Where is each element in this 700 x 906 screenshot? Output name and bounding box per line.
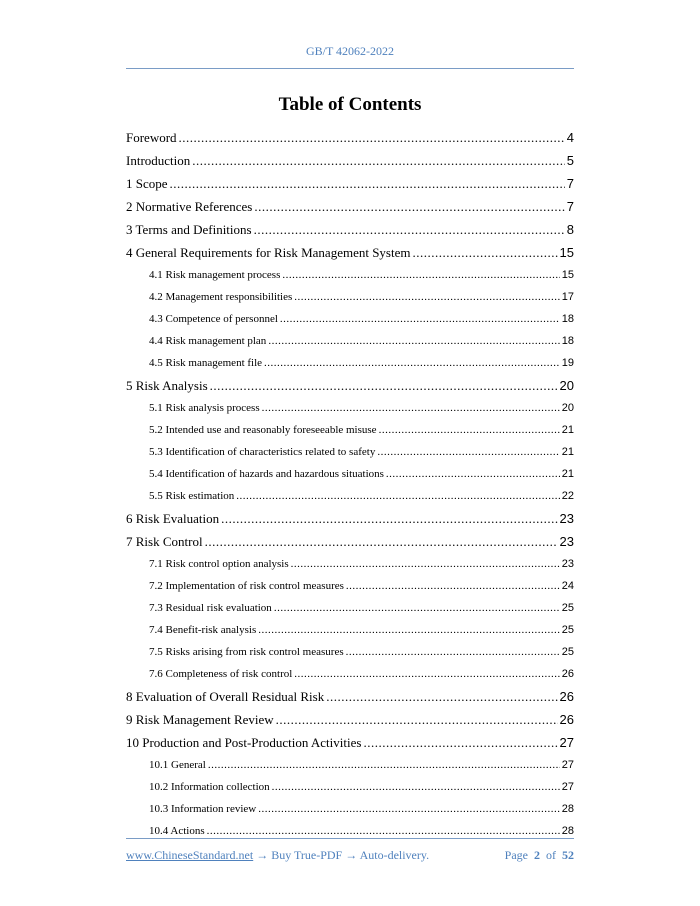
dot-leader xyxy=(379,419,560,441)
dot-leader xyxy=(346,641,560,663)
toc-entry-label: 1 Scope xyxy=(126,176,168,191)
dot-leader xyxy=(282,264,559,286)
toc-page-number: 28 xyxy=(561,825,574,837)
dot-leader xyxy=(262,397,560,419)
toc-entry-label: 5.4 Identification of hazards and hazardous situations xyxy=(149,468,384,480)
toc-page-number: 25 xyxy=(561,624,574,636)
toc-page-number: 23 xyxy=(561,558,574,570)
dot-leader xyxy=(377,441,559,463)
dot-leader xyxy=(258,619,560,641)
toc-entry-label: 10 Production and Post-Production Activities xyxy=(126,735,362,750)
dot-leader xyxy=(413,241,558,264)
toc-entry-label: 5.1 Risk analysis process xyxy=(149,402,260,414)
dot-leader xyxy=(254,218,565,241)
toc-page-number: 23 xyxy=(559,511,574,526)
toc-subentry[interactable] xyxy=(126,441,574,463)
toc-entry[interactable] xyxy=(126,530,574,553)
toc-entry-label: 8 Evaluation of Overall Residual Risk xyxy=(126,689,325,704)
footer-promo xyxy=(126,848,429,863)
of-word: of xyxy=(546,848,556,862)
toc-subentry[interactable] xyxy=(126,330,574,352)
toc-entry[interactable] xyxy=(126,172,574,195)
toc-entry-label: 7.3 Residual risk evaluation xyxy=(149,602,272,614)
toc-subentry[interactable] xyxy=(126,397,574,419)
toc-subentry[interactable] xyxy=(126,641,574,663)
dot-leader xyxy=(294,286,559,308)
toc-entry-label: 7.2 Implementation of risk control measures xyxy=(149,580,344,592)
toc-subentry[interactable] xyxy=(126,776,574,798)
toc-entry-label: 4 General Requirements for Risk Management System xyxy=(126,245,411,260)
toc-entry-label: 2 Normative References xyxy=(126,199,253,214)
toc-entry[interactable] xyxy=(126,685,574,708)
toc-entry-label: Foreword xyxy=(126,130,177,145)
running-header-code: GB/T 42062-2022 xyxy=(305,44,395,58)
dot-leader xyxy=(192,149,565,172)
header-divider xyxy=(126,68,574,69)
dot-leader xyxy=(210,374,558,397)
toc-page-number: 20 xyxy=(559,378,574,393)
dot-leader xyxy=(272,776,560,798)
website-link[interactable]: www.ChineseStandard.net xyxy=(126,848,254,862)
dot-leader xyxy=(386,463,560,485)
toc-subentry[interactable] xyxy=(126,619,574,641)
toc-entry-label: 5.3 Identification of characteristics related to safety xyxy=(149,446,376,458)
dot-leader xyxy=(236,485,560,507)
toc-entry-label: 9 Risk Management Review xyxy=(126,712,274,727)
toc-page-number: 7 xyxy=(566,199,574,214)
toc-entry-label: 4.4 Risk management plan xyxy=(149,335,267,347)
dot-leader xyxy=(268,330,559,352)
toc-entry-label: 6 Risk Evaluation xyxy=(126,511,220,526)
toc-subentry[interactable] xyxy=(126,419,574,441)
toc-page-number: 4 xyxy=(566,130,574,145)
toc-subentry[interactable] xyxy=(126,553,574,575)
toc-page-number: 18 xyxy=(561,335,574,347)
toc-entry-label: 7.1 Risk control option analysis xyxy=(149,558,289,570)
toc-page-number: 18 xyxy=(561,313,574,325)
toc-page-number: 24 xyxy=(561,580,574,592)
toc-page-number: 20 xyxy=(561,402,574,414)
dot-leader xyxy=(280,308,560,330)
toc-entry[interactable] xyxy=(126,708,574,731)
toc-entry-label: 7.4 Benefit-risk analysis xyxy=(149,624,257,636)
toc-entry-label: 7.6 Completeness of risk control xyxy=(149,668,293,680)
toc-entry[interactable] xyxy=(126,507,574,530)
toc-entry[interactable] xyxy=(126,195,574,218)
toc-entry[interactable] xyxy=(126,241,574,264)
toc-entry-label: 10.2 Information collection xyxy=(149,781,270,793)
toc-page-number: 26 xyxy=(561,668,574,680)
toc-entry-label: 4.5 Risk management file xyxy=(149,357,263,369)
toc-subentry[interactable] xyxy=(126,286,574,308)
toc-entry-label: 4.3 Competence of personnel xyxy=(149,313,278,325)
dot-leader xyxy=(254,195,564,218)
dot-leader xyxy=(264,352,560,374)
toc-entry-label: 4.1 Risk management process xyxy=(149,269,281,281)
toc-page-number: 23 xyxy=(559,534,574,549)
toc-page-number: 21 xyxy=(561,446,574,458)
toc-entry-label: 7 Risk Control xyxy=(126,534,203,549)
dot-leader xyxy=(363,731,557,754)
dot-leader xyxy=(179,126,565,149)
toc-entry-label: 10.1 General xyxy=(149,759,206,771)
page-word: Page xyxy=(504,848,528,862)
toc-page-number: 28 xyxy=(561,803,574,815)
toc-page-number: 17 xyxy=(561,291,574,303)
toc-entry-label: Introduction xyxy=(126,153,191,168)
toc-subentry[interactable] xyxy=(126,575,574,597)
toc-page-number: 15 xyxy=(559,245,574,260)
dot-leader xyxy=(205,530,558,553)
toc-entry-label: 4.2 Management responsibilities xyxy=(149,291,293,303)
dot-leader xyxy=(208,754,560,776)
dot-leader xyxy=(276,708,558,731)
toc-entry[interactable] xyxy=(126,149,574,172)
toc-page-number: 5 xyxy=(566,153,574,168)
dot-leader xyxy=(346,575,560,597)
toc-entry[interactable] xyxy=(126,126,574,149)
toc-page-number: 26 xyxy=(559,712,574,727)
toc-entry-label: 5.2 Intended use and reasonably foreseeable misuse xyxy=(149,424,377,436)
dot-leader xyxy=(170,172,565,195)
page-indicator xyxy=(505,848,574,863)
toc-subentry[interactable] xyxy=(126,798,574,820)
page-title: Table of Contents xyxy=(278,94,422,115)
table-of-contents xyxy=(126,126,574,842)
dot-leader xyxy=(294,663,559,685)
toc-page-number: 15 xyxy=(561,269,574,281)
toc-subentry[interactable] xyxy=(126,463,574,485)
toc-subentry[interactable] xyxy=(126,264,574,286)
toc-page-number: 21 xyxy=(561,424,574,436)
toc-entry[interactable] xyxy=(126,218,574,241)
toc-page-number: 25 xyxy=(561,602,574,614)
toc-page-number: 7 xyxy=(566,176,574,191)
toc-subentry[interactable] xyxy=(126,352,574,374)
toc-page-number: 27 xyxy=(559,735,574,750)
toc-page-number: 27 xyxy=(561,759,574,771)
toc-entry[interactable] xyxy=(126,374,574,397)
toc-page-number: 22 xyxy=(561,490,574,502)
toc-entry-label: 10.3 Information review xyxy=(149,803,257,815)
toc-entry[interactable] xyxy=(126,731,574,754)
toc-subentry[interactable] xyxy=(126,663,574,685)
current-page-number: 2 xyxy=(534,848,540,862)
toc-page-number: 27 xyxy=(561,781,574,793)
toc-subentry[interactable] xyxy=(126,754,574,776)
dot-leader xyxy=(326,685,557,708)
toc-entry-label: 10.4 Actions xyxy=(149,825,205,837)
toc-page-number: 26 xyxy=(559,689,574,704)
dot-leader xyxy=(258,798,560,820)
total-page-count: 52 xyxy=(562,848,574,862)
dot-leader xyxy=(291,553,560,575)
toc-page-number: 21 xyxy=(561,468,574,480)
toc-page-number: 8 xyxy=(566,222,574,237)
footer-divider xyxy=(126,838,574,839)
toc-subentry[interactable] xyxy=(126,485,574,507)
toc-entry-label: 3 Terms and Definitions xyxy=(126,222,252,237)
footer-tagline: → Buy True-PDF → Auto-delivery. xyxy=(253,848,430,862)
toc-page-number: 19 xyxy=(561,357,574,369)
dot-leader xyxy=(221,507,557,530)
toc-subentry[interactable] xyxy=(126,597,574,619)
toc-subentry[interactable] xyxy=(126,308,574,330)
toc-page-number: 25 xyxy=(561,646,574,658)
page-footer xyxy=(126,848,574,863)
toc-entry-label: 5 Risk Analysis xyxy=(126,378,208,393)
toc-entry-label: 7.5 Risks arising from risk control measures xyxy=(149,646,344,658)
dot-leader xyxy=(274,597,560,619)
toc-entry-label: 5.5 Risk estimation xyxy=(149,490,235,502)
